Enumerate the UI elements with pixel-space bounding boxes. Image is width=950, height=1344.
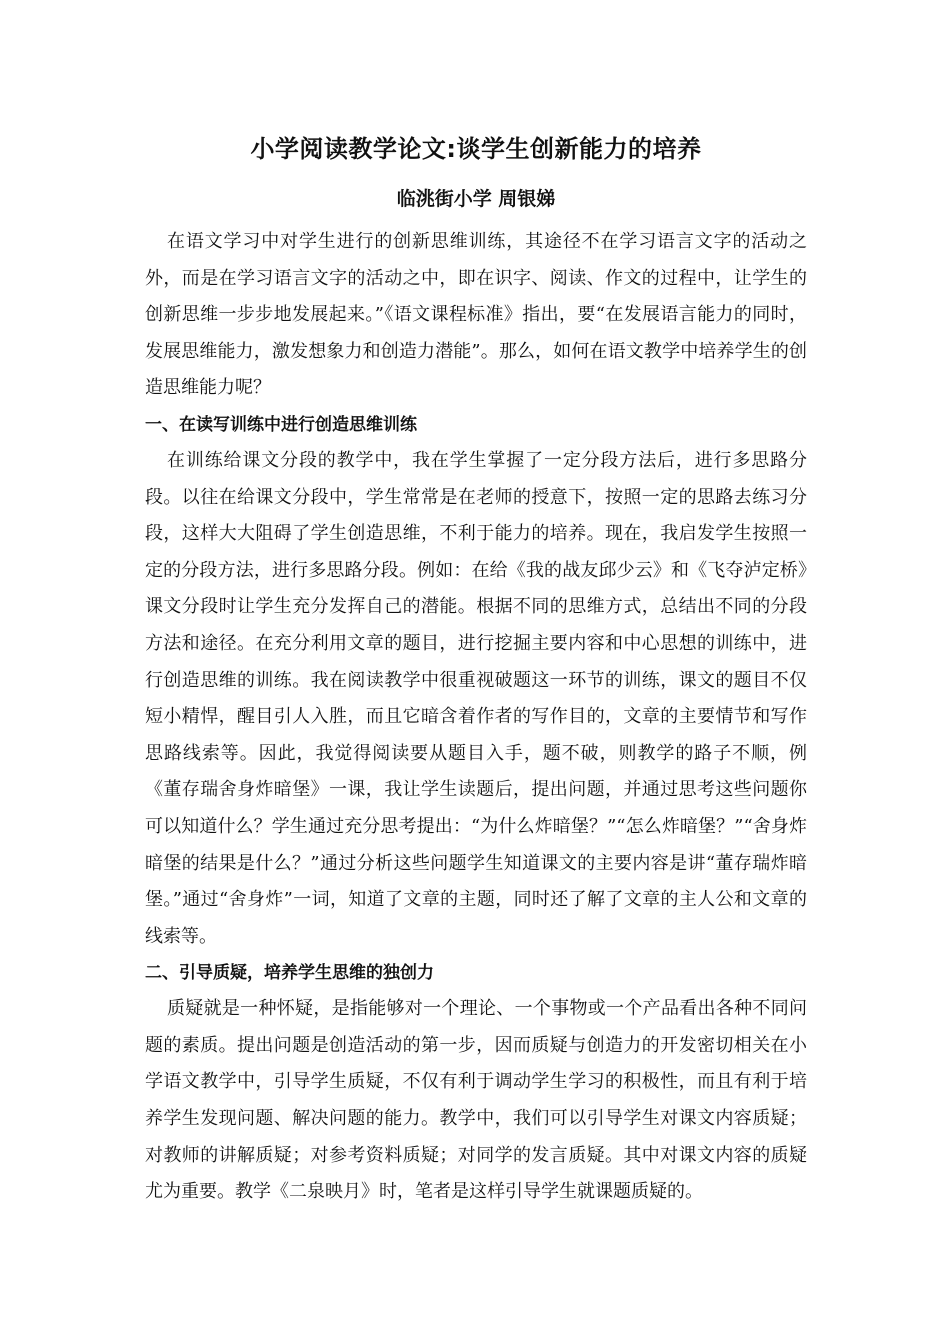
document-author: 临洮街小学 周银娣 (396, 188, 556, 210)
document-title: 小学阅读教学论文:谈学生创新能力的培养 (250, 135, 702, 163)
document-content (145, 124, 807, 1211)
section-heading-1: 一、在读写训练中进行创造思维训练 (145, 414, 417, 435)
intro-paragraph: 在语文学习中对学生进行的创新思维训练，其途径不在学习语言文字的活动之外，而是在学习语言文字的活动之中，即在识字、阅读、作文的过程中，让学生的创新思维一步步地发展起来。”《语文课程标准》指出，要“在发展语言能力的同时，发展思维能力，激发想象力和创造力潜能”。那么，如何在语文教学中培养学生的创造思维能力呢？ (145, 231, 807, 399)
section-body-1: 在训练给课文分段的教学中，我在学生掌握了一定分段方法后，进行多思路分段。以往在给课文分段中，学生常常是在老师的授意下，按照一定的思路去练习分段，这样大大阻碍了学生创造思维，不利于能力的培养。现在，我启发学生按照一定的分段方法，进行多思路分段。例如：在给《我的战友邱少云》和《飞夺泸定桥》课文分段时让学生充分发挥自己的潜能。根据不同的思维方式，总结出不同的分段方法和途径。在充分利用文章的题目，进行挖掘主要内容和中心思想的训练中，进行创造思维的训练。我在阅读教学中很重视破题这一环节的训练，课文的题目不仅短小精悍，醒目引人入胜，而且它暗含着作者的写作目的，文章的主要情节和写作思路线索等。因此，我觉得阅读要从题目入手，题不破，则教学的路子不顺，例《董存瑞舍身炸暗堡》一课，我让学生读题后，提出问题，并通过思考这些问题你可以知道什么？学生通过充分思考提出：“为什么炸暗堡？”“怎么炸暗堡？”“舍身炸暗堡的结果是什么？”通过分析这些问题学生知道课文的主要内容是讲“董存瑞炸暗堡。”通过“舍身炸”一词，知道了文章的主题，同时还了解了文章的主人公和文章的线索等。 (145, 449, 807, 947)
section-heading-2: 二、引导质疑，培养学生思维的独创力 (145, 963, 434, 984)
section-body-2: 质疑就是一种怀疑，是指能够对一个理论、一个事物或一个产品看出各种不同问题的素质。提出问题是创造活动的第一步，因而质疑与创造力的开发密切相关在小学语文教学中，引导学生质疑，不仅有利于调动学生学习的积极性，而且有利于培养学生发现问题、解决问题的能力。教学中，我们可以引导学生对课文内容质疑；对教师的讲解质疑；对参考资料质疑；对同学的发言质疑。其中对课文内容的质疑尤为重要。教学《二泉映月》时，笔者是这样引导学生就课题质疑的。 (145, 998, 807, 1203)
